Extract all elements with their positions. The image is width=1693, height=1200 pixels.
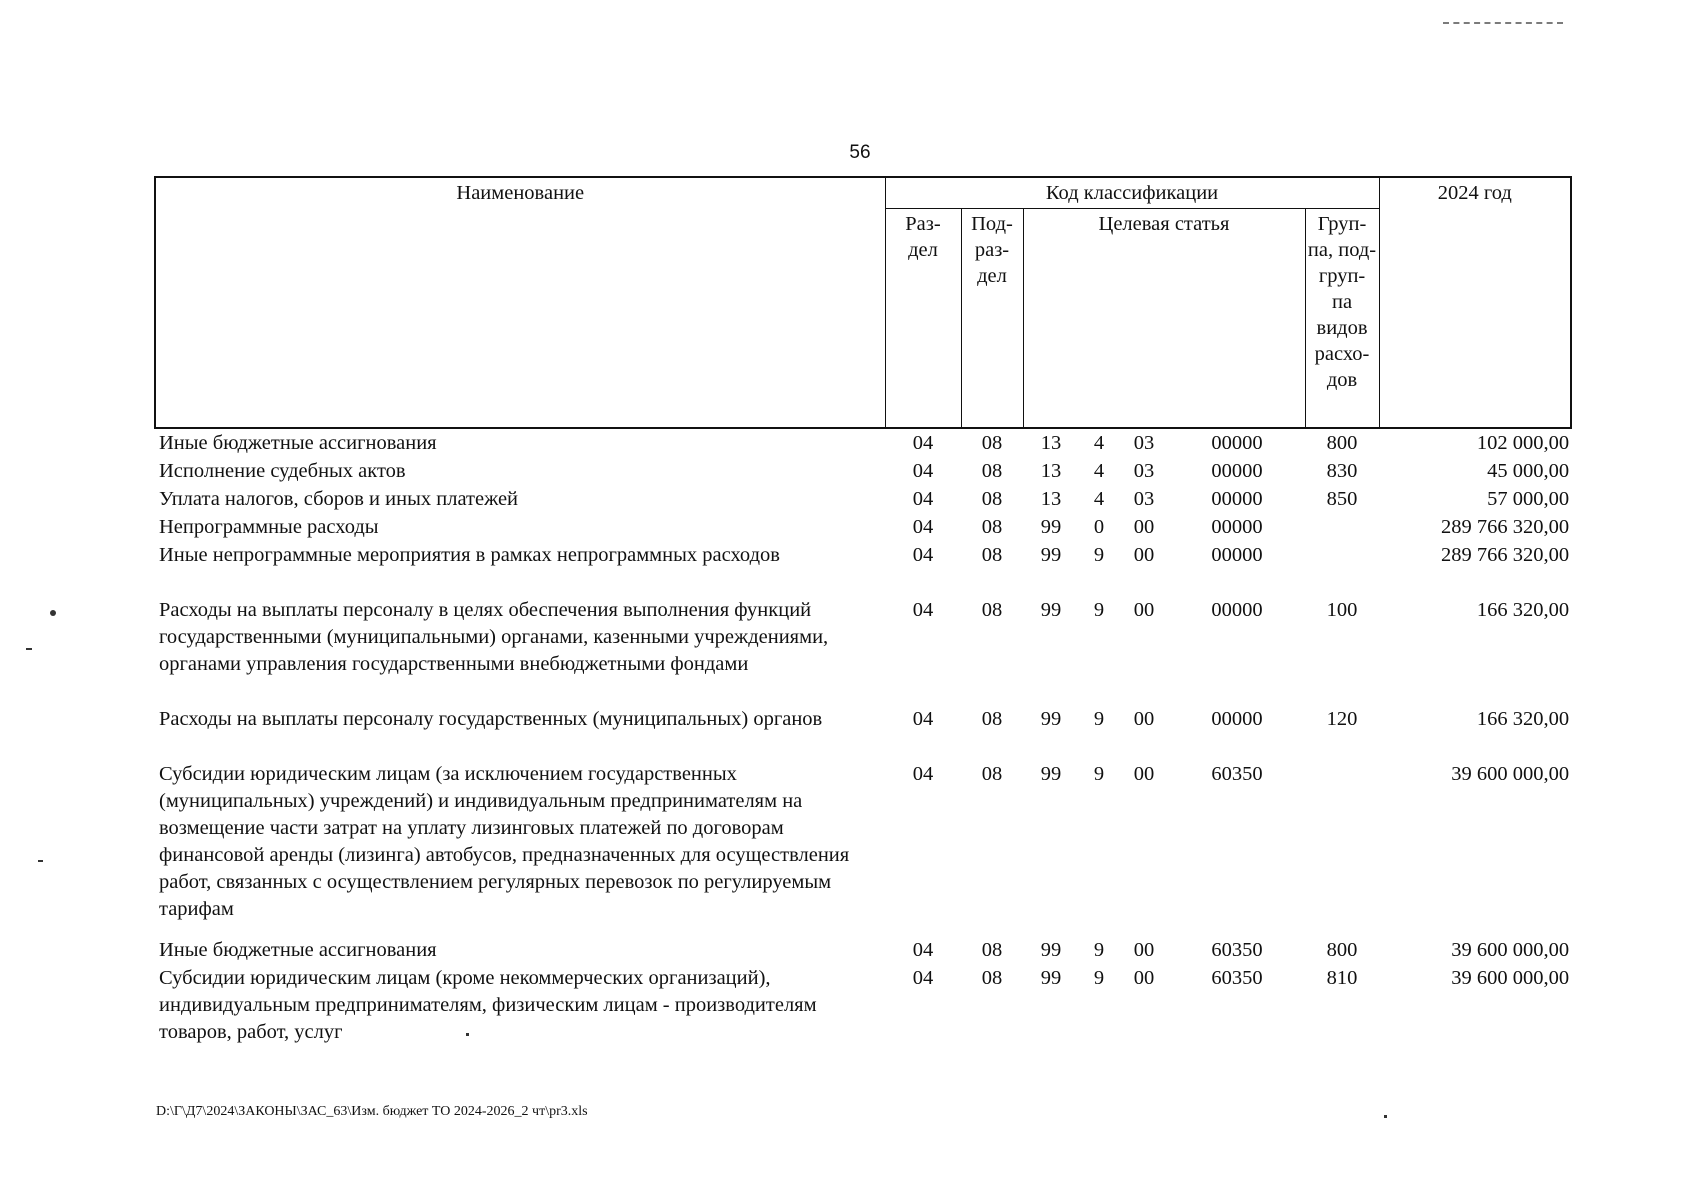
row-target-direction: 60350 (1211, 967, 1263, 989)
table-row (155, 513, 1571, 541)
table-row (155, 705, 1571, 733)
row-expense-group (1305, 513, 1379, 541)
row-target-event: 00 (1133, 516, 1155, 538)
table-row (155, 760, 1571, 923)
row-amount: 166 320,00 (1476, 708, 1570, 730)
row-name: Субсидии юридическим лицам (за исключением государственных (муниципальных) учреждений) и индивидуальным предпринимателям на возмещение части затрат на уплату лизинговых платежей по договорам финансовой аренды (лизинга) автобусов, предназначенных для осуществления работ, связанных с осуществлением регулярных перевозок по регулируемым тарифам (159, 763, 850, 920)
header-year: 2024 год (1379, 177, 1571, 428)
table-row (155, 541, 1571, 569)
row-target-program: 13 (1040, 460, 1062, 482)
table-row (155, 596, 1571, 678)
row-name: Субсидии юридическим лицам (кроме некоммерческих организаций), индивидуальным предпринимателям, физическим лицам - производителям товаров, работ, услуг (159, 967, 817, 1043)
scan-artifact (466, 1033, 469, 1036)
row-section: 04 (912, 708, 934, 730)
row-target-subprogram: 9 (1093, 708, 1105, 730)
row-amount: 45 000,00 (1487, 460, 1570, 482)
row-target-subprogram: 9 (1093, 599, 1105, 621)
row-section: 04 (912, 460, 934, 482)
header-target-article: Целевая статья (1023, 209, 1305, 429)
row-subsection: 08 (981, 516, 1003, 538)
row-target-program: 99 (1040, 763, 1062, 785)
row-subsection: 08 (981, 708, 1003, 730)
row-target-event: 03 (1133, 460, 1155, 482)
row-expense-group: 800 (1326, 432, 1358, 454)
row-target-event: 00 (1133, 967, 1155, 989)
row-subsection: 08 (981, 967, 1003, 989)
row-target-direction: 00000 (1211, 432, 1263, 454)
table-row (155, 457, 1571, 485)
row-expense-group: 850 (1326, 488, 1358, 510)
row-amount: 39 600 000,00 (1451, 763, 1570, 785)
row-expense-group: 810 (1326, 967, 1358, 989)
row-target-subprogram: 9 (1093, 544, 1105, 566)
row-target-direction: 00000 (1211, 516, 1263, 538)
row-target-direction: 00000 (1211, 488, 1263, 510)
row-section: 04 (912, 544, 934, 566)
row-target-subprogram: 4 (1093, 460, 1105, 482)
row-target-direction: 60350 (1211, 939, 1263, 961)
row-section: 04 (912, 939, 934, 961)
table-body (155, 428, 1571, 1046)
budget-table (154, 176, 1572, 1046)
row-subsection: 08 (981, 599, 1003, 621)
header-classification-code: Код классификации (885, 177, 1379, 209)
row-target-program: 99 (1040, 516, 1062, 538)
row-target-direction: 00000 (1211, 544, 1263, 566)
row-section: 04 (912, 599, 934, 621)
row-target-program: 13 (1040, 432, 1062, 454)
row-expense-group: 830 (1326, 460, 1358, 482)
scan-artifact (38, 860, 43, 862)
row-target-subprogram: 9 (1093, 939, 1105, 961)
row-expense-group: 120 (1326, 708, 1358, 730)
row-target-program: 13 (1040, 488, 1062, 510)
header-section: Раз- дел (885, 209, 961, 429)
table-row (155, 964, 1571, 1046)
row-expense-group (1305, 760, 1379, 923)
row-target-event: 00 (1133, 763, 1155, 785)
row-subsection: 08 (981, 432, 1003, 454)
row-target-event: 03 (1133, 488, 1155, 510)
row-name: Расходы на выплаты персоналу государственных (муниципальных) органов (159, 708, 823, 730)
row-section: 04 (912, 516, 934, 538)
header-expense-group: Груп- па, под- груп- па видов расхо- дов (1305, 209, 1379, 429)
row-target-subprogram: 9 (1093, 967, 1105, 989)
row-amount: 39 600 000,00 (1451, 939, 1570, 961)
row-name: Расходы на выплаты персоналу в целях обеспечения выполнения функций государственными (муниципальными) органами, казенными учреждениями, органами управления государственными внебюджетными фондами (159, 599, 829, 675)
row-subsection: 08 (981, 488, 1003, 510)
footer-file-path: D:\Г\Д7\2024\ЗАКОНЫ\ЗАС_63\Изм. бюджет ТО 2024-2026_2 чт\pr3.xls (156, 1104, 588, 1119)
row-name: Непрограммные расходы (159, 516, 379, 538)
row-target-direction: 00000 (1211, 460, 1263, 482)
scan-artifact (26, 648, 32, 650)
row-target-direction: 00000 (1211, 708, 1263, 730)
row-target-subprogram: 0 (1093, 516, 1105, 538)
row-expense-group: 100 (1326, 599, 1358, 621)
row-target-program: 99 (1040, 967, 1062, 989)
row-spacer (155, 733, 1571, 760)
row-name: Иные бюджетные ассигнования (159, 939, 437, 961)
row-target-event: 00 (1133, 708, 1155, 730)
row-spacer (155, 678, 1571, 705)
table-row (155, 936, 1571, 964)
row-target-program: 99 (1040, 708, 1062, 730)
header-subsection: Под- раз- дел (961, 209, 1023, 429)
row-amount: 166 320,00 (1476, 599, 1570, 621)
row-section: 04 (912, 967, 934, 989)
row-section: 04 (912, 488, 934, 510)
scan-artifact (1384, 1115, 1387, 1118)
row-target-subprogram: 4 (1093, 488, 1105, 510)
row-target-event: 00 (1133, 939, 1155, 961)
header-name: Наименование (155, 177, 885, 428)
row-target-direction: 00000 (1211, 599, 1263, 621)
row-section: 04 (912, 763, 934, 785)
row-target-event: 03 (1133, 432, 1155, 454)
row-expense-group (1305, 541, 1379, 569)
row-section: 04 (912, 432, 934, 454)
row-amount: 39 600 000,00 (1451, 967, 1570, 989)
row-subsection: 08 (981, 939, 1003, 961)
row-spacer (155, 923, 1571, 936)
row-amount: 289 766 320,00 (1440, 516, 1570, 538)
row-amount: 289 766 320,00 (1440, 544, 1570, 566)
table-row (155, 485, 1571, 513)
row-target-program: 99 (1040, 939, 1062, 961)
row-target-event: 00 (1133, 544, 1155, 566)
row-target-direction: 60350 (1211, 763, 1263, 785)
row-target-subprogram: 9 (1093, 763, 1105, 785)
row-amount: 102 000,00 (1476, 432, 1570, 454)
table-header (155, 177, 1571, 428)
page-number: 56 (849, 142, 871, 163)
row-amount: 57 000,00 (1487, 488, 1570, 510)
row-expense-group: 800 (1326, 939, 1358, 961)
row-target-program: 99 (1040, 599, 1062, 621)
row-subsection: 08 (981, 544, 1003, 566)
scan-header-mark (1443, 8, 1563, 24)
table-row (155, 428, 1571, 457)
row-subsection: 08 (981, 460, 1003, 482)
row-target-event: 00 (1133, 599, 1155, 621)
row-subsection: 08 (981, 763, 1003, 785)
row-target-subprogram: 4 (1093, 432, 1105, 454)
row-target-program: 99 (1040, 544, 1062, 566)
row-name: Иные бюджетные ассигнования (159, 432, 437, 454)
row-name: Иные непрограммные мероприятия в рамках непрограммных расходов (159, 544, 780, 566)
row-name: Исполнение судебных актов (159, 460, 406, 482)
row-spacer (155, 569, 1571, 596)
scan-artifact (50, 610, 56, 616)
row-name: Уплата налогов, сборов и иных платежей (159, 488, 519, 510)
